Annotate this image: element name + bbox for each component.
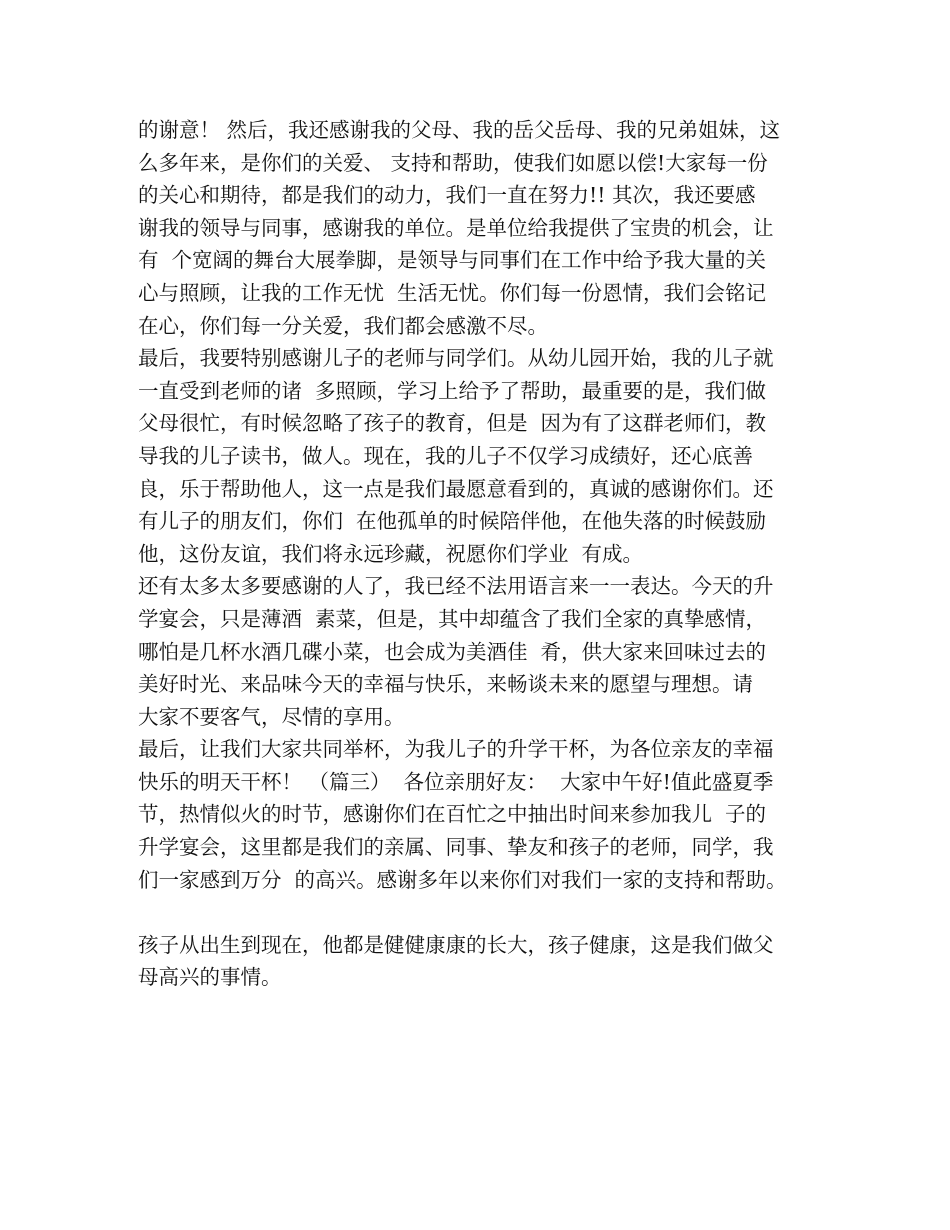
text-line: 美好时光、来品味今天的幸福与快乐，来畅谈未来的愿望与理想。请 (138, 672, 753, 697)
text-line: 升学宴会，这里都是我们的亲属、同事、挚友和孩子的老师，同学，我 (138, 835, 774, 860)
text-line: 学宴会，只是薄酒 素菜，但是，其中却蕴含了我们全家的真挚感情， (138, 606, 767, 631)
text-line: 孩子从出生到现在，他都是健健康康的长大，孩子健康，这是我们做父 (138, 932, 774, 957)
text-line: 他，这份友谊，我们将永远珍藏，祝愿你们学业 有成。 (138, 541, 644, 566)
paragraph-gap (138, 896, 828, 929)
text-line: 在心，你们每一分关爱，我们都会感激不尽。 (138, 313, 548, 338)
text-line: 么多年来，是你们的关爱、 支持和帮助，使我们如愿以偿!大家每一份 (138, 150, 768, 175)
text-line: 一直受到老师的诸 多照顾，学习上给予了帮助，最重要的是，我们做 (138, 378, 767, 403)
text-line: 父母很忙，有时候忽略了孩子的教育，但是 因为有了这群老师们，教 (138, 411, 767, 436)
text-line: 的关心和期待，都是我们的动力，我们一直在努力!! 其次，我还要感 (138, 183, 756, 208)
text-line: 有儿子的朋友们，你们 在他孤单的时候陪伴他，在他失落的时候鼓励 (138, 509, 767, 534)
text-line: 节，热情似火的时节，感谢你们在百忙之中抽出时间来参加我儿 子的 (138, 802, 767, 827)
text-line: 母高兴的事情。 (138, 965, 282, 990)
document-body (138, 114, 828, 994)
text-line: 心与照顾，让我的工作无忧 生活无忧。你们每一份恩情，我们会铭记 (138, 280, 767, 305)
text-line: 快乐的明天干杯！ （篇三） 各位亲朋好友： 大家中午好!值此盛夏季 (138, 769, 774, 794)
text-line: 哪怕是几杯水酒几碟小菜，也会成为美酒佳 肴，供大家来回味过去的 (138, 639, 767, 664)
text-line: 良，乐于帮助他人，这一点是我们最愿意看到的，真诚的感谢你们。还 (138, 476, 774, 501)
text-line: 最后，让我们大家共同举杯，为我儿子的升学干杯，为各位亲友的幸福 (138, 737, 774, 762)
text-line: 还有太多太多要感谢的人了，我已经不法用语言来一一表达。今天的升 (138, 574, 774, 599)
text-line: 导我的儿子读书，做人。现在，我的儿子不仅学习成绩好，还心底善 (138, 443, 753, 468)
text-line: 谢我的领导与同事，感谢我的单位。是单位给我提供了宝贵的机会，让 (138, 215, 774, 240)
text-line: 最后，我要特别感谢儿子的老师与同学们。从幼儿园开始，我的儿子就 (138, 346, 774, 371)
text-line: 大家不要客气，尽情的享用。 (138, 704, 405, 729)
text-line: 有 个宽阔的舞台大展拳脚，是领导与同事们在工作中给予我大量的关 (138, 248, 767, 273)
text-line: 们一家感到万分 的高兴。感谢多年以来你们对我们一家的支持和帮助。 (138, 867, 787, 892)
text-line: 的谢意！ 然后，我还感谢我的父母、我的岳父岳母、我的兄弟姐妹，这 (138, 118, 781, 142)
